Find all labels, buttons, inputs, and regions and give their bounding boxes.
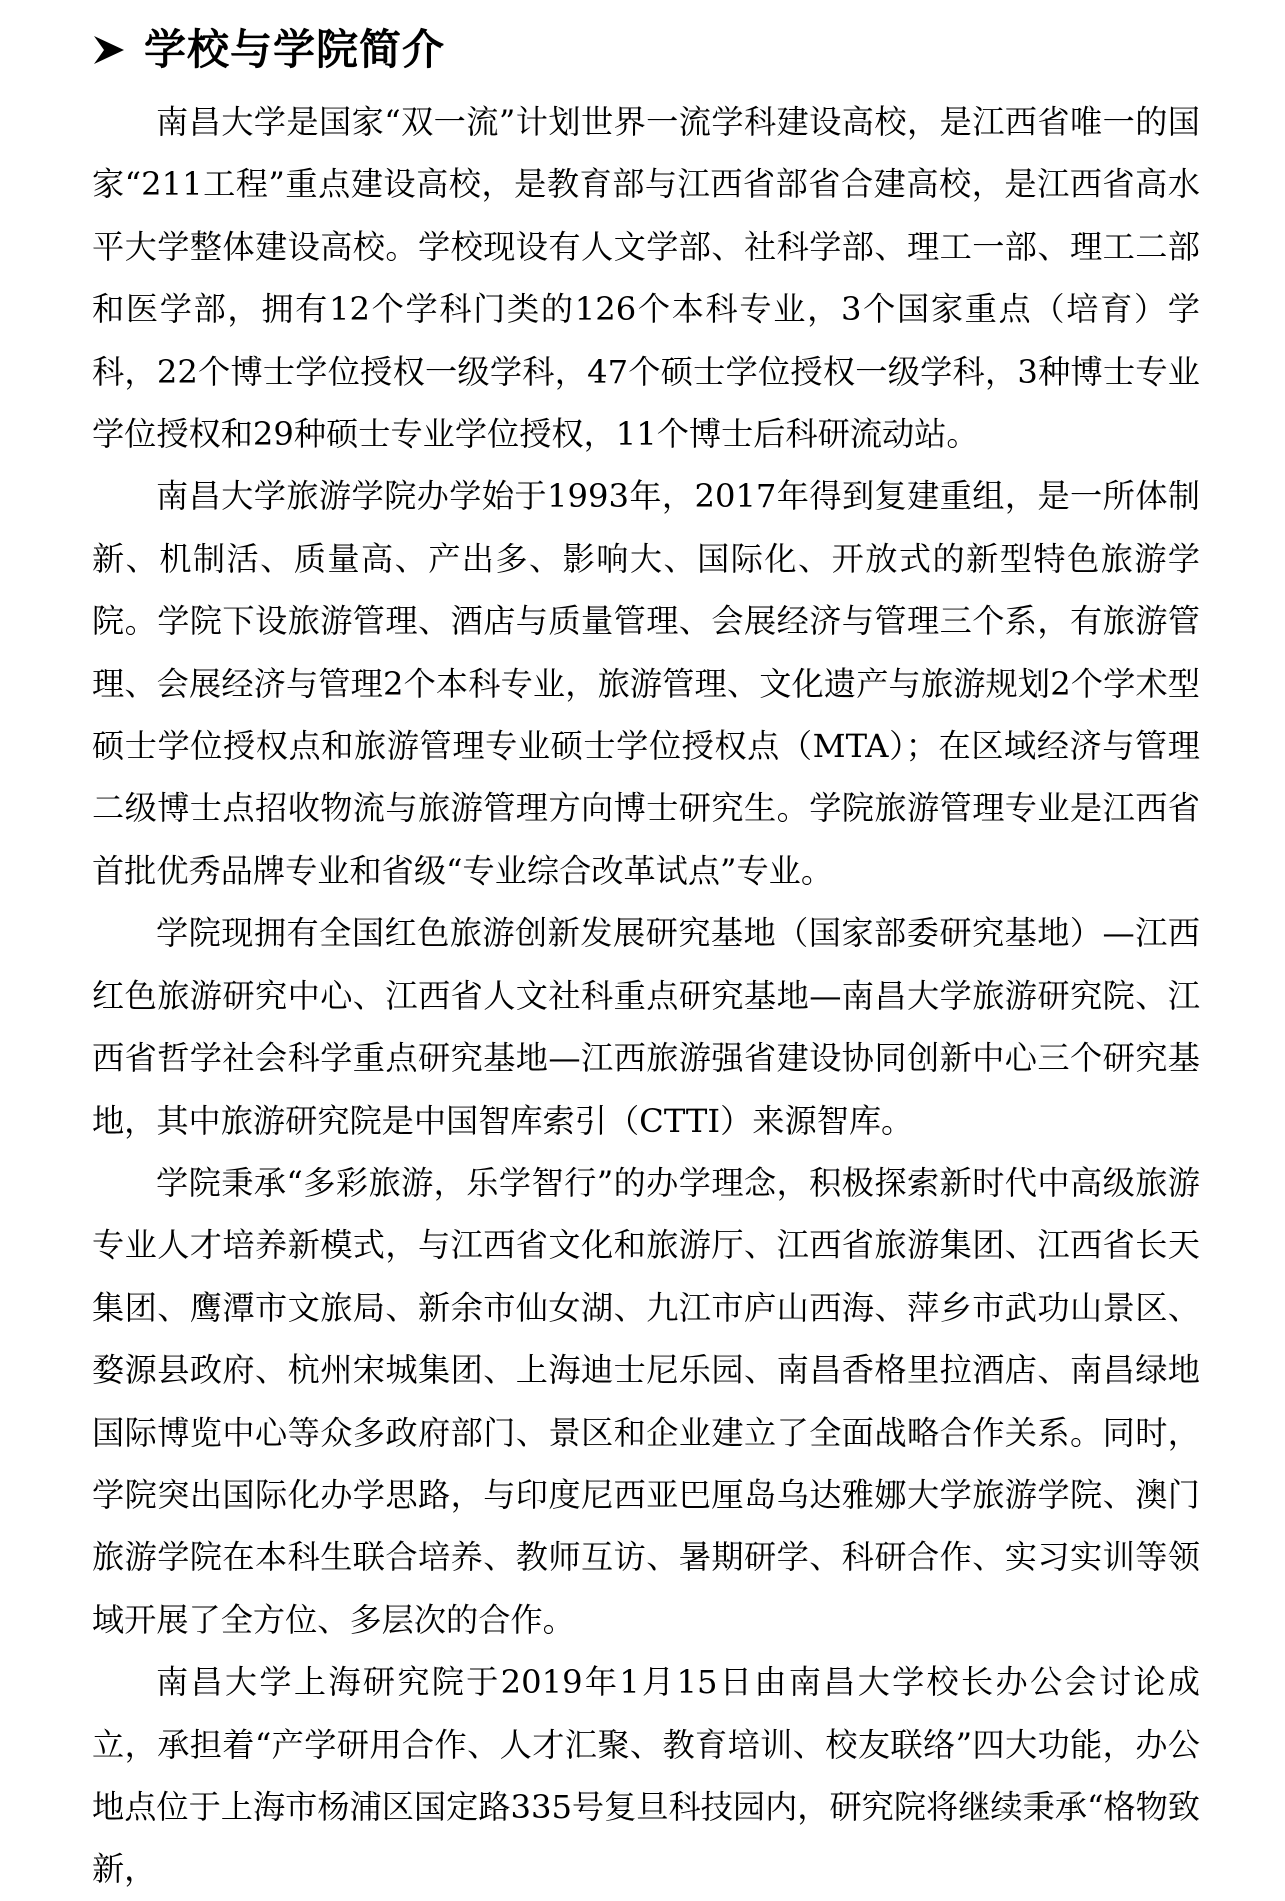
paragraph-university-intro: 南昌大学是国家“双一流”计划世界一流学科建设高校，是江西省唯一的国家“211工程”重点建设高校，是教育部与江西省部省合建高校，是江西省高水平大学整体建设高校。学校现设有人文学部、社科学部、理工一部、理工二部和医学部，拥有12个学科门类的126个本科专业，3个国家重点（培育）学科，22个博士学位授权一级学科，47个硕士学位授权一级学科，3种博士专业学位授权和29种硕士专业学位授权，11个博士后科研流动站。 xyxy=(92,103,1200,454)
paragraph-tourism-school-intro: 南昌大学旅游学院办学始于1993年，2017年得到复建重组，是一所体制新、机制活、质量高、产出多、影响大、国际化、开放式的新型特色旅游学院。学院下设旅游管理、酒店与质量管理、会展经济与管理三个系，有旅游管理、会展经济与管理2个本科专业，旅游管理、文化遗产与旅游规划2个学术型硕士学位授权点和旅游管理专业硕士学位授权点（MTA）；在区域经济与管理二级博士点招收物流与旅游管理方向博士研究生。学院旅游管理专业是江西省首批优秀品牌专业和省级“专业综合改革试点”专业。 xyxy=(92,477,1200,890)
document-body xyxy=(92,91,1200,1901)
arrowhead-bullet-icon xyxy=(92,35,132,65)
section-heading xyxy=(92,14,445,86)
section-title: 学校与学院简介 xyxy=(144,25,446,74)
paragraph-shanghai-institute: 南昌大学上海研究院于2019年1月15日由南昌大学校长办公会讨论成立，承担着“产学研用合作、人才汇聚、教育培训、校友联络”四大功能，办公地点位于上海市杨浦区国定路335号复旦科技园内，研究院将继续秉承“格物致新， xyxy=(92,1663,1200,1889)
paragraph-research-bases: 学院现拥有全国红色旅游创新发展研究基地（国家部委研究基地）—江西红色旅游研究中心、江西省人文社科重点研究基地—南昌大学旅游研究院、江西省哲学社会科学重点研究基地—江西旅游强省建设协同创新中心三个研究基地，其中旅游研究院是中国智库索引（CTTI）来源智库。 xyxy=(92,914,1200,1140)
paragraph-cooperation: 学院秉承“多彩旅游，乐学智行”的办学理念，积极探索新时代中高级旅游专业人才培养新模式，与江西省文化和旅游厅、江西省旅游集团、江西省长天集团、鹰潭市文旅局、新余市仙女湖、九江市庐山西海、萍乡市武功山景区、婺源县政府、杭州宋城集团、上海迪士尼乐园、南昌香格里拉酒店、南昌绿地国际博览中心等众多政府部门、景区和企业建立了全面战略合作关系。同时，学院突出国际化办学思路，与印度尼西亚巴厘岛乌达雅娜大学旅游学院、澳门旅游学院在本科生联合培养、教师互访、暑期研学、科研合作、实习实训等领域开展了全方位、多层次的合作。 xyxy=(92,1163,1200,1639)
